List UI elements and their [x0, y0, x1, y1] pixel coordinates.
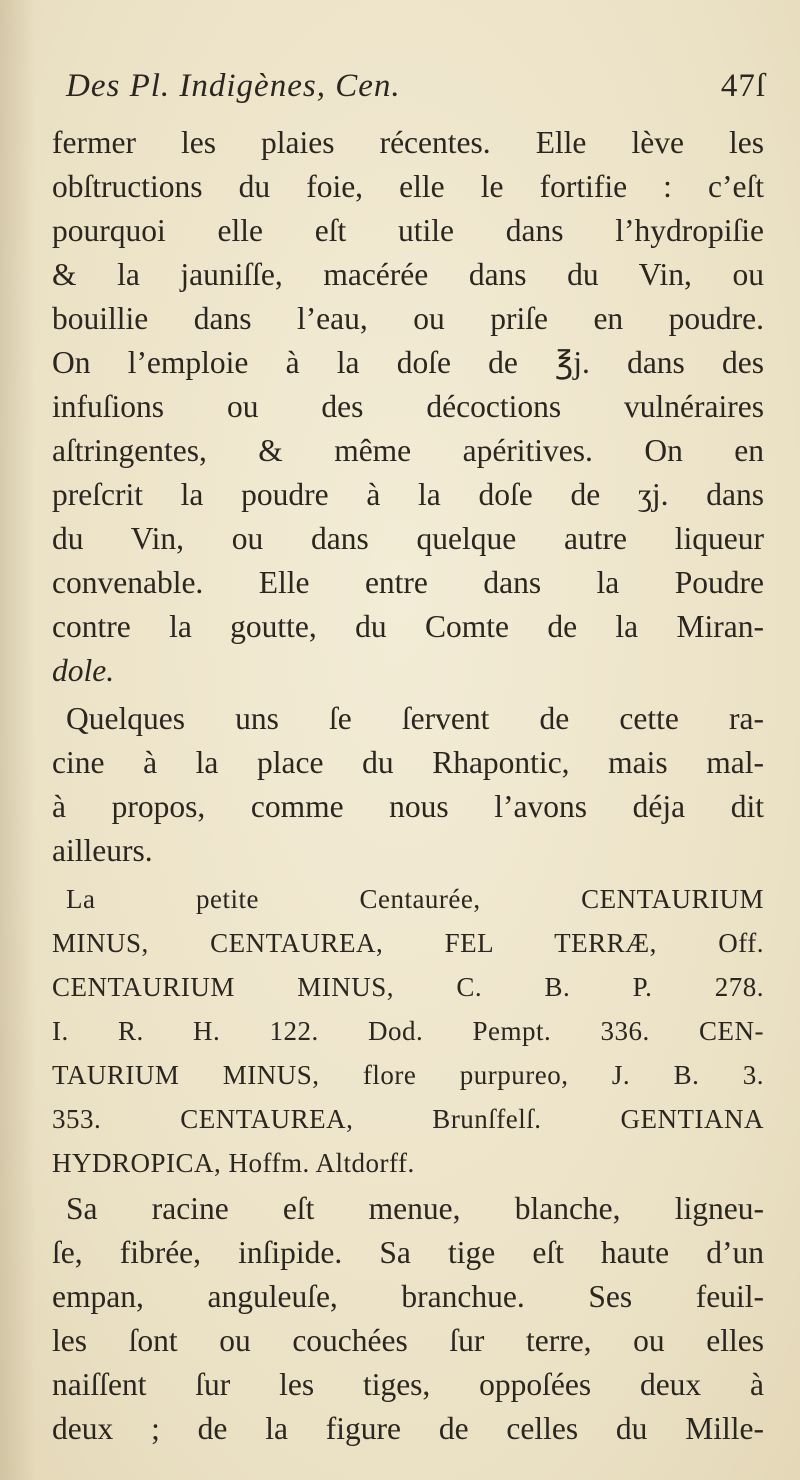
synonym-line: I. R. H. 122. Dod. Pempt. 336. CEN-	[52, 1016, 764, 1046]
paragraph-start-line: Sa racine eſt menue, blanche, ligneu-	[66, 1191, 764, 1226]
text-line: convenable. Elle entre dans la Poudre	[52, 565, 764, 600]
text-line: bouillie dans l’eau, ou priſe en poudre.	[52, 301, 764, 336]
text-line: les ſont ou couchées ſur terre, ou elles	[52, 1323, 764, 1358]
text-line: du Vin, ou dans quelque autre liqueur	[52, 521, 764, 556]
text-line: contre la goutte, du Comte de la Miran-	[52, 609, 764, 644]
synonym-line: 353. CENTAUREA, Brunſfelſ. GENTIANA	[52, 1104, 764, 1134]
text-line: fermer les plaies récentes. Elle lève les	[52, 125, 764, 160]
text-line: obſtructions du foie, elle le fortifie : c’eſt	[52, 169, 764, 204]
text-line: infuſions ou des décoctions vulnéraires	[52, 389, 764, 424]
running-header	[66, 68, 766, 116]
text-line: cine à la place du Rhapontic, mais mal-	[52, 745, 764, 780]
text-line: dole.	[52, 653, 115, 688]
page-number: 47ſ	[720, 68, 766, 104]
synonym-line: HYDROPICA, Hoffm. Altdorff.	[52, 1148, 415, 1178]
text-line: On l’emploie à la doſe de ℥j. dans des	[52, 345, 764, 380]
text-line: naiſſent ſur les tiges, oppoſées deux à	[52, 1367, 764, 1402]
entry-heading-line: La petite Centaurée, CENTAURIUM	[66, 884, 764, 914]
synonym-line: MINUS, CENTAUREA, FEL TERRÆ, Off.	[52, 928, 764, 958]
page-binding-shadow	[0, 0, 36, 1480]
synonym-line: CENTAURIUM MINUS, C. B. P. 278.	[52, 972, 764, 1002]
synonym-line: TAURIUM MINUS, flore purpureo, J. B. 3.	[52, 1060, 764, 1090]
text-line: ailleurs.	[52, 833, 153, 868]
text-line: ſe, fibrée, inſipide. Sa tige eſt haute d’un	[52, 1235, 764, 1270]
text-line: deux ; de la figure de celles du Mille-	[52, 1411, 764, 1446]
text-line: à propos, comme nous l’avons déja dit	[52, 789, 764, 824]
paragraph-start-line: Quelques uns ſe ſervent de cette ra-	[66, 701, 764, 736]
text-line: pourquoi elle eſt utile dans l’hydropiſie	[52, 213, 764, 248]
text-line: preſcrit la poudre à la doſe de ʒj. dans	[52, 477, 764, 512]
text-line: & la jauniſſe, macérée dans du Vin, ou	[52, 257, 764, 292]
text-line: aſtringentes, & même apéritives. On en	[52, 433, 764, 468]
text-line: empan, anguleuſe, branchue. Ses feuil-	[52, 1279, 764, 1314]
running-title: Des Pl. Indigènes, Cen.	[66, 68, 401, 104]
